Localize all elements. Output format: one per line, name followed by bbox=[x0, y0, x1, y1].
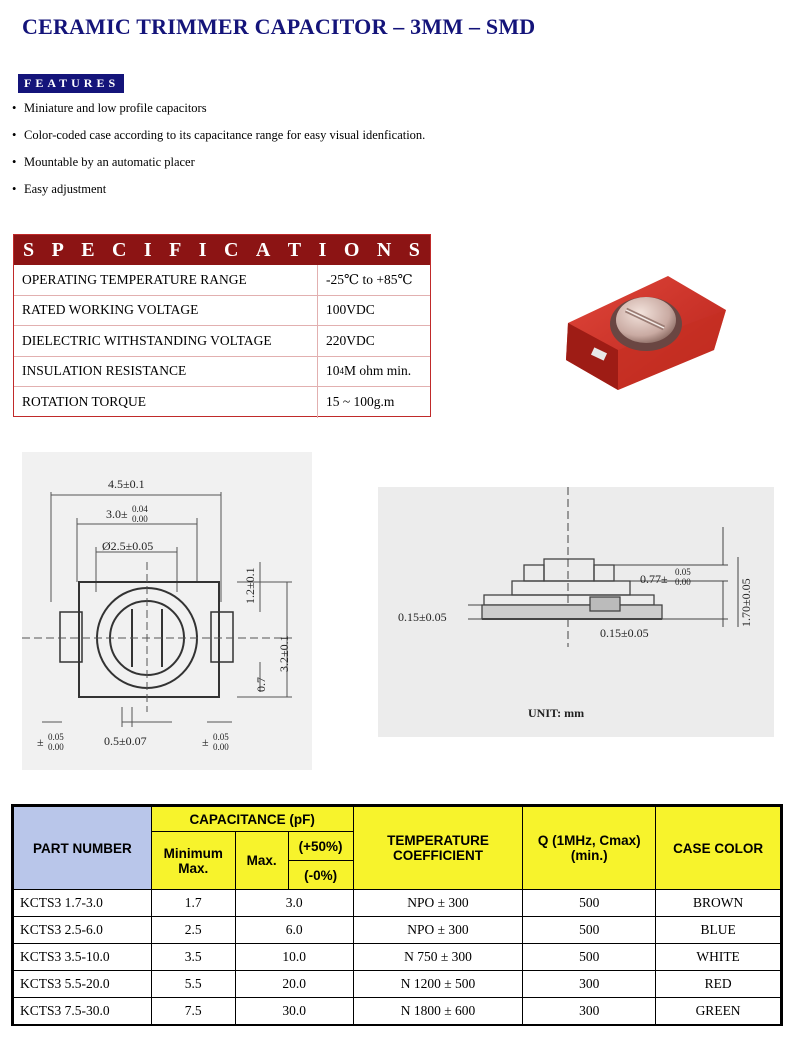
table-row: KCTS3 3.5-10.0 3.5 10.0 N 750 ± 300 500 WHITE bbox=[14, 944, 781, 971]
col-part-number: PART NUMBER bbox=[14, 807, 152, 890]
spec-label: RATED WORKING VOLTAGE bbox=[14, 296, 317, 327]
svg-text:0.04: 0.04 bbox=[132, 504, 148, 514]
col-tol-plus: (+50%) bbox=[288, 832, 353, 861]
capacitor-photo bbox=[548, 268, 738, 398]
dim-diameter: Ø2.5±0.05 bbox=[102, 539, 154, 553]
dim-right-small: 1.2±0.1 bbox=[243, 567, 257, 604]
spec-label: ROTATION TORQUE bbox=[22, 394, 147, 410]
col-case-color: CASE COLOR bbox=[656, 807, 781, 890]
bullet-icon: • bbox=[12, 101, 17, 115]
feature-item: • Mountable by an automatic placer bbox=[12, 155, 195, 169]
col-q: Q (1MHz, Cmax) (min.) bbox=[523, 807, 656, 890]
top-view-drawing bbox=[22, 452, 312, 770]
svg-text:±: ± bbox=[202, 735, 209, 749]
specifications-box bbox=[13, 234, 431, 417]
col-tol-minus: (-0%) bbox=[288, 861, 353, 890]
feature-item: • Easy adjustment bbox=[12, 182, 107, 196]
dim-width: 4.5±0.1 bbox=[108, 477, 145, 491]
spec-row bbox=[14, 326, 430, 357]
spec-value: 15 ~ 100g.m bbox=[317, 387, 430, 418]
specifications-heading: S P E C I F I C A T I O N S bbox=[14, 235, 430, 265]
dim-left: 0.15±0.05 bbox=[398, 610, 447, 624]
svg-text:0.00: 0.00 bbox=[213, 742, 229, 752]
svg-text:±: ± bbox=[37, 735, 44, 749]
dim-top: 0.77± bbox=[640, 572, 668, 586]
spec-value: 10 4 M ohm min. bbox=[317, 357, 430, 388]
unit-label: UNIT: mm bbox=[528, 706, 585, 720]
spec-label: DIELECTRIC WITHSTANDING VOLTAGE bbox=[14, 326, 317, 357]
bullet-icon: • bbox=[12, 182, 17, 196]
dim-total: 1.70±0.05 bbox=[739, 578, 753, 627]
svg-text:0.05: 0.05 bbox=[48, 732, 64, 742]
table-row: KCTS3 5.5-20.0 5.5 20.0 N 1200 ± 500 300 RED bbox=[14, 971, 781, 998]
spec-value: 100VDC bbox=[317, 296, 430, 327]
spec-row bbox=[14, 387, 430, 418]
table-row: KCTS3 1.7-3.0 1.7 3.0 NPO ± 300 500 BROWN bbox=[14, 890, 781, 917]
dim-bottom-mid: 0.5±0.07 bbox=[104, 734, 147, 748]
col-capacitance: CAPACITANCE (pF) bbox=[151, 807, 353, 832]
spec-row bbox=[14, 265, 430, 296]
dim-lower: 0.7 bbox=[254, 677, 268, 692]
feature-item: • Color-coded case according to its capacitance range for easy visual idenfication. bbox=[12, 128, 426, 142]
side-view-drawing bbox=[378, 487, 774, 737]
svg-text:0.00: 0.00 bbox=[48, 742, 64, 752]
features-list bbox=[12, 100, 425, 208]
dim-height: 3.2±0.1 bbox=[277, 635, 291, 672]
spec-value: -25℃ to +85℃ bbox=[317, 265, 430, 296]
col-minimum: Minimum Max. bbox=[151, 832, 235, 890]
col-max: Max. bbox=[235, 832, 288, 890]
dim-inner: 3.0± bbox=[106, 507, 128, 521]
svg-text:0.00: 0.00 bbox=[675, 577, 691, 587]
spec-label: OPERATING TEMPERATURE RANGE bbox=[14, 265, 317, 296]
feature-item: • Miniature and low profile capacitors bbox=[12, 101, 207, 115]
svg-text:0.00: 0.00 bbox=[132, 514, 148, 524]
spec-value: 220VDC bbox=[317, 326, 430, 357]
parts-table bbox=[13, 806, 781, 1025]
bullet-icon: • bbox=[12, 128, 17, 142]
svg-text:0.05: 0.05 bbox=[675, 567, 691, 577]
table-row: KCTS3 2.5-6.0 2.5 6.0 NPO ± 300 500 BLUE bbox=[14, 917, 781, 944]
col-temp-coeff: TEMPERATURE COEFFICIENT bbox=[353, 807, 523, 890]
spec-label: INSULATION RESISTANCE bbox=[14, 357, 317, 388]
bullet-icon: • bbox=[12, 155, 17, 169]
features-heading: FEATURES bbox=[18, 74, 124, 93]
spec-row bbox=[14, 296, 430, 327]
page-title: CERAMIC TRIMMER CAPACITOR – 3MM – SMD bbox=[22, 14, 536, 39]
table-row: KCTS3 7.5-30.0 7.5 30.0 N 1800 ± 600 300 GREEN bbox=[14, 998, 781, 1025]
dim-right: 0.15±0.05 bbox=[600, 626, 649, 640]
spec-row bbox=[14, 357, 430, 388]
svg-text:0.05: 0.05 bbox=[213, 732, 229, 742]
